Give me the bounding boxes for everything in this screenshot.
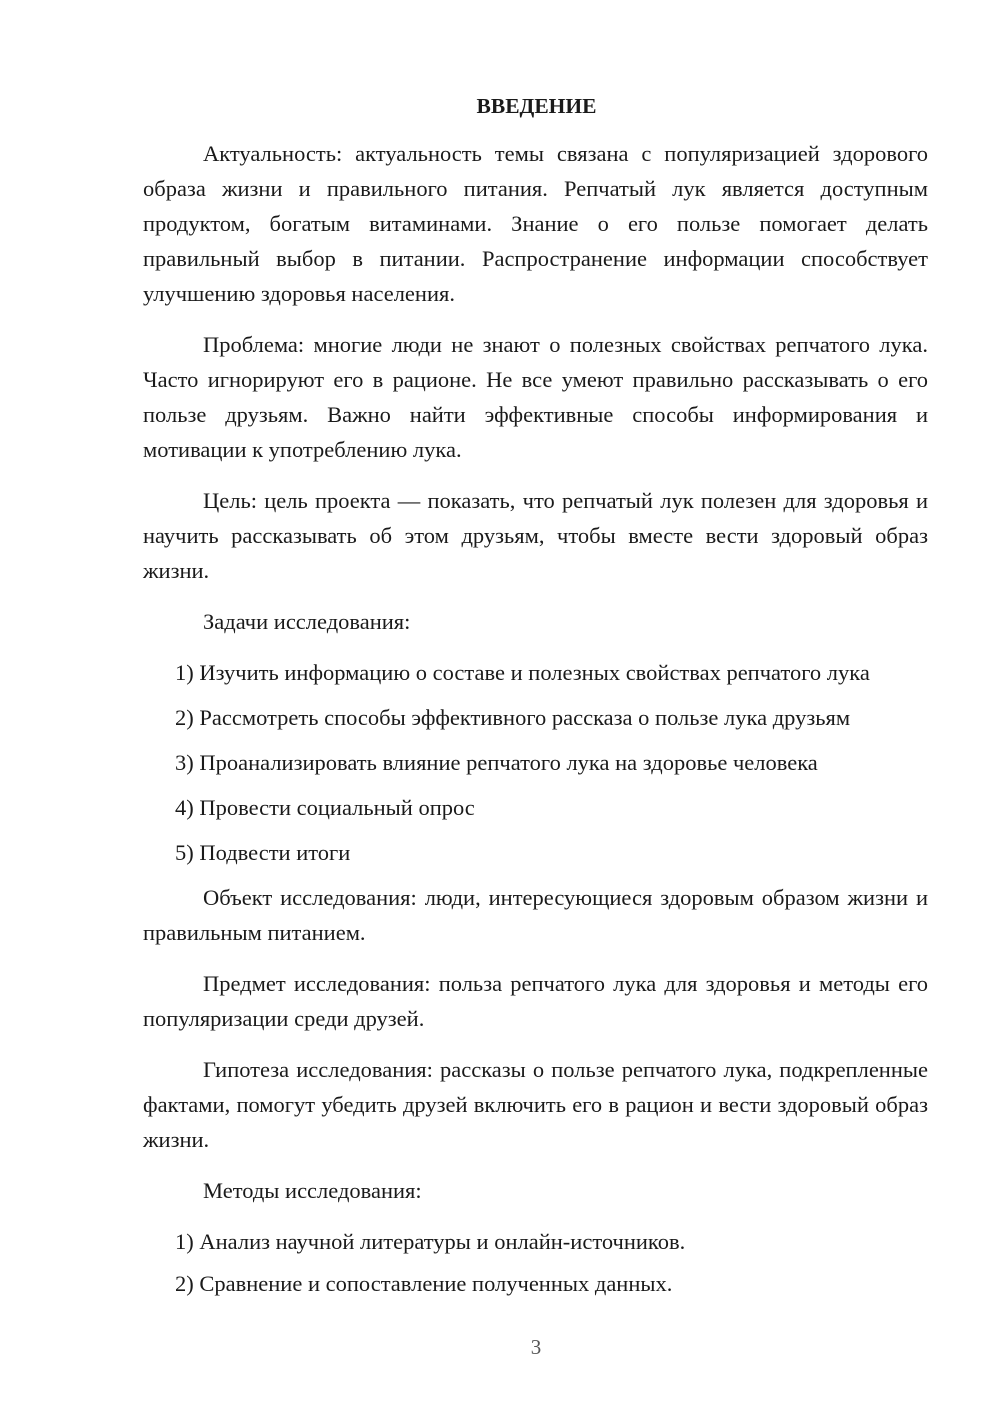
list-item: 2) Рассмотреть способы эффективного рассказа о пользе лука друзьям <box>175 705 851 730</box>
hypothesis-paragraph: Гипотеза исследования: рассказы о пользе репчатого лука, подкрепленные фактами, помогут убедить друзей включить его в рацион и вести здоровый образ жизни. <box>143 1057 928 1152</box>
list-item: 5) Подвести итоги <box>175 840 351 865</box>
methods-heading: Методы исследования: <box>203 1178 422 1203</box>
list-item: 1) Анализ научной литературы и онлайн-источников. <box>175 1229 686 1254</box>
methods-list <box>143 1224 928 1301</box>
list-item: 4) Провести социальный опрос <box>175 795 475 820</box>
document-page <box>143 92 928 1308</box>
object-paragraph: Объект исследования: люди, интересующиеся здоровым образом жизни и правильным питанием. <box>143 885 928 945</box>
tasks-list <box>143 655 928 870</box>
page-title: ВВЕДЕНИЕ <box>476 94 597 118</box>
page-number: 3 <box>530 1335 542 1359</box>
problem-paragraph: Проблема: многие люди не знают о полезных свойствах репчатого лука. Часто игнорируют его в рационе. Не все умеют правильно рассказывать о его пользе друзьям. Важно найти эффективные способы информирования и мотивации к употреблению лука. <box>143 332 928 462</box>
list-item: 2) Сравнение и сопоставление полученных данных. <box>175 1271 673 1296</box>
goal-paragraph: Цель: цель проекта — показать, что репчатый лук полезен для здоровья и научить рассказывать об этом друзьям, чтобы вместе вести здоровый образ жизни. <box>143 488 928 583</box>
list-item: 1) Изучить информацию о составе и полезных свойствах репчатого лука <box>175 660 870 685</box>
subject-paragraph: Предмет исследования: польза репчатого лука для здоровья и методы его популяризации среди друзей. <box>143 971 928 1031</box>
tasks-heading: Задачи исследования: <box>203 609 411 634</box>
list-item: 3) Проанализировать влияние репчатого лука на здоровье человека <box>175 750 818 775</box>
relevance-paragraph: Актуальность: актуальность темы связана с популяризацией здорового образа жизни и правильного питания. Репчатый лук является доступным продуктом, богатым витаминами. Знание о его пользе помогает делать правильный выбор в питании. Распространение информации способствует улучшению здоровья населения. <box>143 141 928 306</box>
